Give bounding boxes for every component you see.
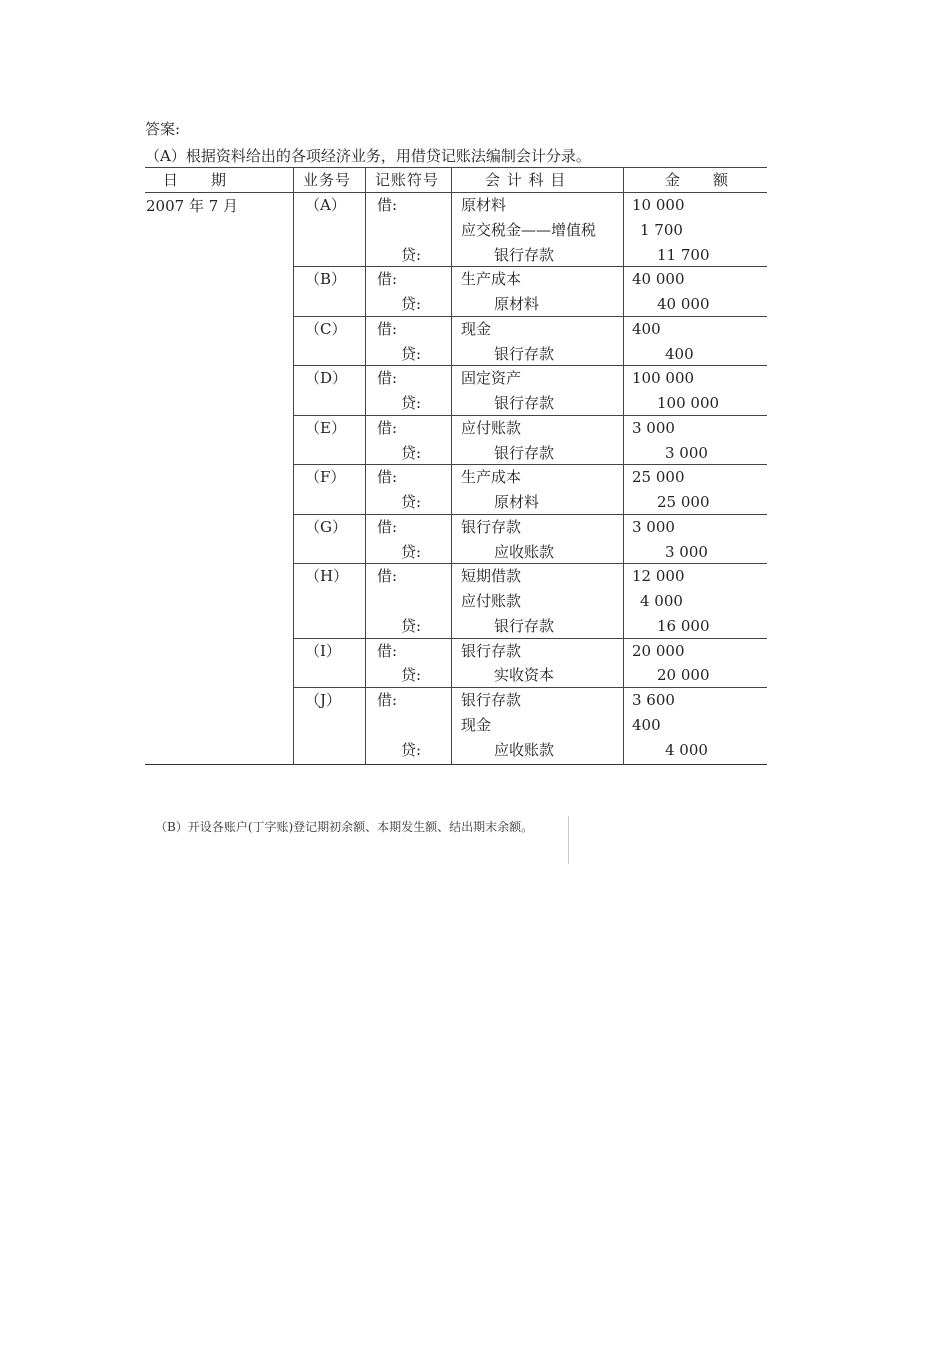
debit-symbol: 借: [377,641,398,660]
entry-separator [293,266,767,267]
debit-symbol: 借: [377,468,398,487]
amount-value: 20 000 [632,641,685,660]
divider [568,816,569,864]
column-divider [451,167,452,765]
entry-separator [293,464,767,465]
amount-value: 400 [632,715,661,734]
table-bottom-rule [145,764,767,765]
debit-symbol: 借: [377,319,398,338]
amount-value: 3 000 [632,418,675,437]
amount-value: 3 000 [632,517,675,536]
business-id: （C） [305,319,347,338]
account-name: 短期借款 [461,567,522,586]
amount-value: 40 000 [632,270,685,289]
entry-separator [293,316,767,317]
entry-separator [293,687,767,688]
credit-symbol: 贷: [401,344,422,363]
journal-entry-table [145,167,767,765]
column-divider [623,167,624,765]
entry-separator [293,415,767,416]
amount-value: 11 700 [657,245,710,264]
business-id: （I） [305,641,341,660]
credit-symbol: 贷: [401,542,422,561]
amount-value: 4 000 [665,740,708,759]
business-id: （F） [305,468,346,487]
business-id: （A） [305,196,346,214]
account-name: 应付账款 [461,592,522,610]
account-name: 现金 [461,319,492,338]
business-id: （D） [305,369,348,388]
debit-symbol: 借: [377,196,398,214]
amount-value: 400 [632,319,661,338]
account-name: 应交税金——增值税 [461,220,597,239]
account-name: 银行存款 [461,517,522,536]
amount-value: 3 600 [632,691,675,709]
amount-value: 1 700 [640,220,683,239]
amount-value: 3 000 [665,443,708,462]
amount-value: 25 000 [657,493,710,511]
entry-separator [293,514,767,515]
amount-value: 100 000 [657,394,720,412]
column-divider [365,167,366,765]
business-id: （B） [305,270,347,289]
account-name: 应收账款 [494,740,555,759]
amount-value: 4 000 [640,592,683,610]
answer-heading: 答案: [145,120,181,138]
business-id: （E） [305,418,346,437]
credit-symbol: 贷: [401,394,422,412]
account-name: 原材料 [494,295,540,313]
amount-value: 100 000 [632,369,695,388]
credit-symbol: 贷: [401,493,422,511]
account-name: 应收账款 [494,542,555,561]
account-name: 银行存款 [494,443,555,462]
account-name: 原材料 [494,493,540,511]
account-name: 固定资产 [461,369,522,388]
credit-symbol: 贷: [401,443,422,462]
column-divider [293,167,294,765]
header-symbol: 记账符号 [375,171,440,189]
debit-symbol: 借: [377,369,398,388]
business-id: （J） [305,691,342,709]
debit-symbol: 借: [377,691,398,709]
debit-symbol: 借: [377,270,398,289]
date-value: 2007 年 7 月 [146,197,239,215]
debit-symbol: 借: [377,517,398,536]
account-name: 银行存款 [494,344,555,363]
debit-symbol: 借: [377,418,398,437]
account-name: 生产成本 [461,270,522,289]
amount-value: 40 000 [657,295,710,313]
credit-symbol: 贷: [401,740,422,759]
account-name: 原材料 [461,196,507,214]
amount-value: 10 000 [632,196,685,214]
header-account: 会 计 科 目 [485,171,567,189]
header-business-no: 业务号 [303,171,352,189]
credit-symbol: 贷: [401,295,422,313]
part-b-title: （B）开设各账户(丁字账)登记期初余额、本期发生额、结出期末余额。 [155,820,534,834]
table-top-rule [145,167,767,168]
business-id: （H） [305,567,349,586]
business-id: （G） [305,517,347,536]
account-name: 现金 [461,715,492,734]
account-name: 银行存款 [494,245,555,264]
entry-separator [293,563,767,564]
amount-value: 12 000 [632,567,685,586]
credit-symbol: 贷: [401,616,422,635]
account-name: 银行存款 [461,641,522,660]
account-name: 实收资本 [494,666,555,685]
amount-value: 3 000 [665,542,708,561]
amount-value: 16 000 [657,616,710,635]
entry-separator [293,638,767,639]
header-date: 日 期 [163,171,228,189]
amount-value: 25 000 [632,468,685,487]
account-name: 银行存款 [461,691,522,709]
debit-symbol: 借: [377,567,398,586]
header-rule [145,192,767,193]
account-name: 银行存款 [494,616,555,635]
part-a-title: （A）根据资料给出的各项经济业务，用借贷记账法编制会计分录。 [145,147,591,165]
amount-value: 20 000 [657,666,710,685]
credit-symbol: 贷: [401,245,422,264]
credit-symbol: 贷: [401,666,422,685]
account-name: 银行存款 [494,394,555,412]
account-name: 应付账款 [461,418,522,437]
entry-separator [293,365,767,366]
account-name: 生产成本 [461,468,522,487]
amount-value: 400 [665,344,694,363]
header-amount: 金 额 [665,171,730,189]
